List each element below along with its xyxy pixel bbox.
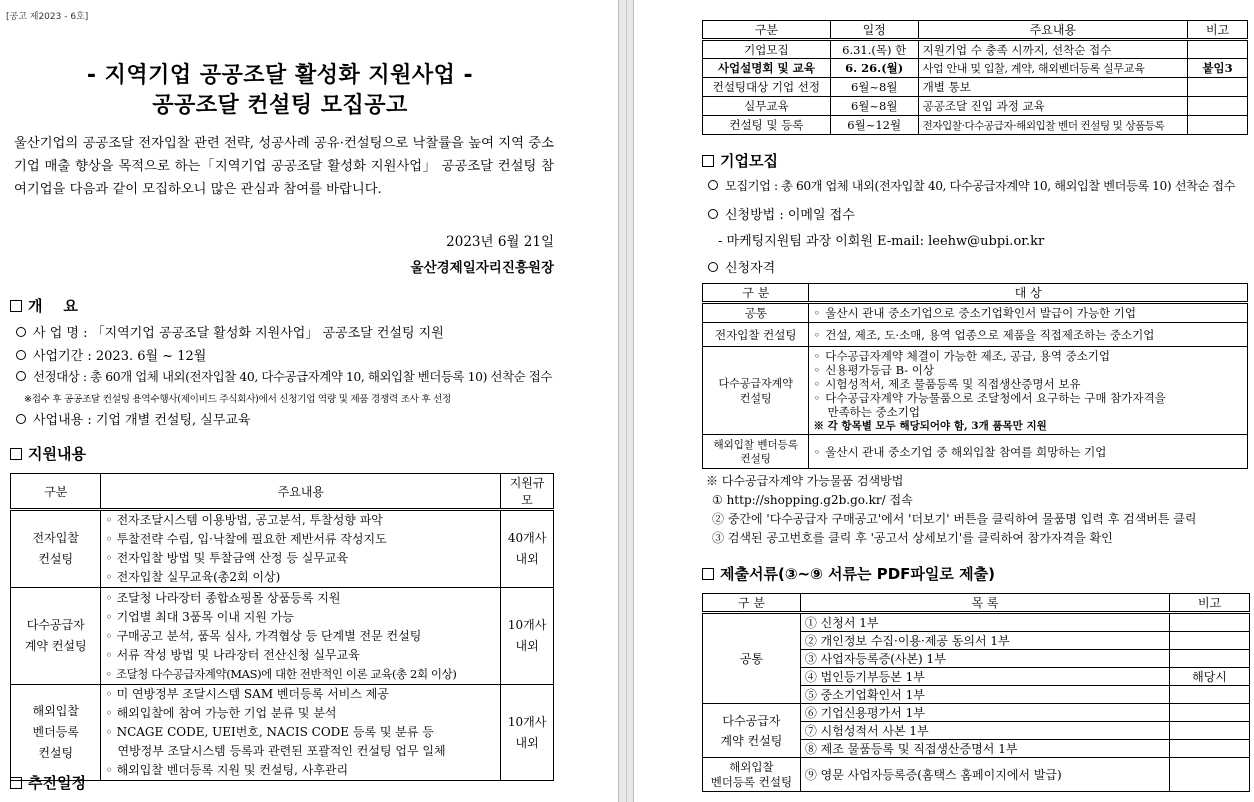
list-item: ◦ 전자입찰 실무교육(총2회 이상) [105, 570, 281, 584]
support-category: 다수공급자 계약 컨설팅 [11, 588, 101, 685]
page-gutter [618, 0, 634, 802]
eligibility-table [702, 283, 1248, 469]
square-bullet-icon [702, 155, 714, 167]
table-row [11, 685, 554, 781]
docs-note [1170, 613, 1250, 632]
schedule-date: 6월~12월 [830, 116, 918, 135]
list-item: ◦ 구매공고 분석, 품목 심사, 가격협상 등 단계별 전문 컨설팅 [105, 628, 422, 643]
list-item: 만족하는 중소기업 [827, 404, 920, 419]
table-row [703, 347, 1248, 435]
docs-item: ⑧ 제조 물품등록 및 직접생산증명서 1부 [800, 740, 1169, 758]
section-support-heading: 지원내용 [10, 443, 86, 464]
schedule-note [1188, 97, 1248, 116]
docs-item: ③ 사업자등록증(사본) 1부 [800, 650, 1169, 668]
list-item: ◦ 서류 작성 방법 및 나라장터 전산신청 실무교육 [105, 647, 360, 662]
recruit-contact: - 마케팅지원팀 과장 이회원 E-mail: leehw@ubpi.or.kr [718, 234, 1045, 249]
schedule-step: 컨설팅 및 등록 [703, 116, 831, 135]
table-header-row [11, 474, 554, 510]
docs-note [1170, 686, 1250, 704]
table-header-cell: 비고 [1170, 594, 1250, 613]
eligibility-target: ◦ 울산시 관내 중소기업으로 중소기업확인서 발급이 가능한 기업 [809, 303, 1248, 323]
list-item: ◦ 전자조달시스템 이용방법, 공고분석, 투찰성향 파악 [105, 513, 383, 527]
search-method-note [706, 472, 1196, 548]
schedule-note [1188, 40, 1248, 59]
title-line-2: 공공조달 컨설팅 모집공고 [152, 93, 408, 118]
docs-item: ② 개인정보 수집·이용·제공 동의서 1부 [800, 632, 1169, 650]
table-row [703, 78, 1248, 97]
circle-bullet-icon [16, 350, 26, 360]
support-items [101, 685, 501, 781]
table-header-cell: 비고 [1188, 21, 1248, 40]
note-title: ※ 다수공급자계약 가능물품 검색방법 [706, 474, 904, 488]
schedule-detail: 전자입찰·다수공급자·해외입찰 벤더 컨설팅 및 상품등록 [918, 116, 1187, 135]
recruit-item-companies: 모집기업 : 총 60개 업체 내외(전자입찰 40, 다수공급자계약 10, 해외입찰 벤더등록 10) 선착순 접수 [708, 177, 1235, 194]
table-row [703, 40, 1248, 59]
schedule-detail: 사업 안내 및 입찰, 계약, 해외벤더등록 실무교육 [918, 59, 1187, 78]
schedule-note [1188, 116, 1248, 135]
overview-item-target: 선정대상 : 총 60개 업체 내외(전자입찰 40, 다수공급자계약 10, 해외입찰 벤더등록 10) 선착순 접수 [16, 367, 552, 385]
recruit-item-eligibility: 신청자격 [708, 257, 775, 276]
overview-item-period: 사업기간 : 2023. 6월 ~ 12월 [16, 345, 206, 364]
document-number: [공고 제2023 - 6호] [6, 12, 89, 22]
list-item: ◦ 신용평가등급 B- 이상 [813, 362, 934, 377]
table-header-row [703, 21, 1248, 40]
table-row [703, 435, 1248, 469]
table-header-cell: 지원규모 [501, 474, 554, 510]
docs-category: 공통 [703, 613, 801, 704]
table-header-cell: 주요내용 [101, 474, 501, 510]
section-docs-heading: 제출서류(③~⑨ 서류는 PDF파일로 제출) [702, 563, 995, 584]
docs-item: ① 신청서 1부 [800, 613, 1169, 632]
table-header-cell: 목 록 [800, 594, 1169, 613]
table-row [703, 59, 1248, 78]
circle-bullet-icon [16, 327, 26, 337]
table-header-cell: 구 분 [703, 594, 801, 613]
document-page-right [634, 0, 1254, 802]
gutter-divider [626, 0, 627, 802]
support-items [101, 510, 501, 588]
table-header-row [703, 594, 1250, 613]
docs-item: ⑥ 기업신용평가서 1부 [800, 704, 1169, 722]
docs-item: ⑤ 중소기업확인서 1부 [800, 686, 1169, 704]
schedule-date: 6.31.(목) 한 [830, 40, 918, 59]
table-header-cell: 주요내용 [918, 21, 1187, 40]
docs-note: 해당시 [1170, 668, 1250, 686]
document-page-left [0, 0, 618, 802]
table-header-cell: 구분 [11, 474, 101, 510]
schedule-detail: 공공조달 진입 과정 교육 [918, 97, 1187, 116]
list-item: ◦ 미 연방정부 조달시스템 SAM 벤더등록 서비스 제공 [105, 687, 389, 701]
eligibility-category: 공통 [703, 303, 809, 323]
title-line-1: - 지역기업 공공조달 활성화 지원사업 - [86, 63, 474, 88]
support-scale: 40개사 내외 [501, 510, 554, 588]
table-row [703, 323, 1248, 347]
list-item: ◦ 전자입찰 방법 및 투찰금액 산정 등 실무교육 [105, 551, 349, 565]
eligibility-category: 전자입찰 컨설팅 [703, 323, 809, 347]
schedule-step: 사업설명회 및 교육 [703, 59, 831, 78]
table-row [11, 510, 554, 588]
table-header-cell: 대 상 [809, 284, 1248, 303]
circle-bullet-icon [708, 209, 718, 219]
schedule-detail: 개별 통보 [918, 78, 1187, 97]
announcement-date: 2023년 6월 21일 [446, 234, 554, 250]
list-item: ◦ 해외입찰 벤더등록 지원 및 컨설팅, 사후관리 [105, 763, 349, 777]
overview-item-content: 사업내용 : 기업 개별 컨설팅, 실무교육 [16, 409, 251, 428]
docs-item: ⑨ 영문 사업자등록증(홈택스 홈페이지에서 발급) [800, 758, 1169, 792]
eligibility-category: 다수공급자계약 컨설팅 [703, 347, 809, 435]
table-row [703, 704, 1250, 722]
intro-paragraph: 울산기업의 공공조달 전자입찰 관련 전략, 성공사례 공유·컨설팅으로 낙찰률을 높여 지역 중소기업 매출 향상을 목적으로 하는「지역기업 공공조달 활성화 지원사업」 공공조달 컨설팅 참여기업을 다음과 같이 모집하오니 많은 관심과 참여를 바랍니다. [14, 136, 554, 197]
schedule-detail: 지원기업 수 충족 시까지, 선착순 접수 [918, 40, 1187, 59]
schedule-step: 컨설팅대상 기업 선정 [703, 78, 831, 97]
schedule-step: 실무교육 [703, 97, 831, 116]
schedule-table [702, 20, 1248, 135]
docs-category: 다수공급자 계약 컨설팅 [703, 704, 801, 758]
list-item: 연방정부 조달시스템 등록과 관련된 포괄적인 컨설팅 업무 일체 [117, 744, 446, 758]
table-header-cell: 구분 [703, 21, 831, 40]
table-header-cell: 구 분 [703, 284, 809, 303]
support-scale: 10개사 내외 [501, 588, 554, 685]
list-item: ◦ 다수공급자계약 가능물품으로 조달청에서 요구하는 구매 참가자격을 [813, 390, 1166, 405]
docs-note [1170, 632, 1250, 650]
schedule-date: 6. 26.(월) [830, 59, 918, 78]
table-row [703, 97, 1248, 116]
list-item: ◦ 시험성적서, 제조 물품등록 및 직접생산증명서 보유 [813, 376, 1081, 391]
section-overview-heading: 개 요 [10, 295, 78, 316]
schedule-date: 6월~8월 [830, 78, 918, 97]
schedule-date: 6월~8월 [830, 97, 918, 116]
schedule-step: 기업모집 [703, 40, 831, 59]
docs-note [1170, 722, 1250, 740]
section-schedule-heading: 추진일정 [10, 772, 86, 793]
docs-note [1170, 650, 1250, 668]
schedule-note: 붙임3 [1188, 59, 1248, 78]
eligibility-target: ◦ 건설, 제조, 도·소매, 용역 업종으로 제품을 직접제조하는 중소기업 [809, 323, 1248, 347]
table-header-cell: 일정 [830, 21, 918, 40]
overview-item-project-name: 사 업 명 : 「지역기업 공공조달 활성화 지원사업」 공공조달 컨설팅 지원 [16, 322, 444, 341]
docs-note [1170, 740, 1250, 758]
circle-bullet-icon [16, 414, 26, 424]
table-row [703, 116, 1248, 135]
circle-bullet-icon [16, 371, 26, 381]
note-step: ③ 검색된 공고번호를 클릭 후 '공고서 상세보기'를 클릭하여 참가자격을 확인 [712, 531, 1113, 545]
docs-note [1170, 758, 1250, 792]
square-bullet-icon [702, 568, 714, 580]
list-item: ◦ 해외입찰에 참여 가능한 기업 분류 및 분석 [105, 706, 337, 720]
docs-item: ④ 법인등기부등본 1부 [800, 668, 1169, 686]
schedule-note [1188, 78, 1248, 97]
support-category: 전자입찰 컨설팅 [11, 510, 101, 588]
list-item: ◦ 기업별 최대 3품목 이내 지원 가능 [105, 609, 294, 624]
table-header-row [703, 284, 1248, 303]
note-step: ① http://shopping.g2b.go.kr/ 접속 [712, 493, 913, 507]
overview-selection-note: ※접수 후 공공조달 컨설팅 용역수행사(제이비드 주식회사)에서 신청기업 역량 및 제품 경쟁력 조사 후 선정 [24, 394, 452, 405]
documents-table [702, 593, 1250, 792]
section-recruit-heading: 기업모집 [702, 150, 778, 171]
square-bullet-icon [10, 300, 22, 312]
table-row [11, 588, 554, 685]
eligibility-target [809, 347, 1248, 435]
support-table [10, 473, 554, 781]
table-row [703, 613, 1250, 632]
list-item: ◦ 조달청 다수공급자계약(MAS)에 대한 전반적인 이론 교육(총 2회 이상) [105, 666, 457, 681]
list-item: ◦ 다수공급자계약 체결이 가능한 제조, 공급, 용역 중소기업 [813, 348, 1111, 363]
support-category: 해외입찰 벤더등록 컨설팅 [11, 685, 101, 781]
eligibility-target: ◦ 울산시 관내 중소기업 중 해외입찰 참여를 희망하는 기업 [809, 435, 1248, 469]
issuing-organization: 울산경제일자리진흥원장 [410, 260, 554, 276]
docs-category: 해외입찰 벤더등록 컨설팅 [703, 758, 801, 792]
recruit-item-method: 신청방법 : 이메일 접수 [708, 204, 855, 223]
note-step: ② 중간에 '다수공급자 구매공고'에서 '더보기' 버튼을 클릭하여 물품명 입력 후 검색버튼 클릭 [712, 512, 1197, 526]
table-row [703, 758, 1250, 792]
support-items [101, 588, 501, 685]
docs-note [1170, 704, 1250, 722]
square-bullet-icon [10, 448, 22, 460]
list-item: ◦ 조달청 나라장터 종합쇼핑몰 상품등록 지원 [105, 590, 341, 605]
support-scale: 10개사 내외 [501, 685, 554, 781]
square-bullet-icon [10, 777, 22, 789]
circle-bullet-icon [708, 180, 718, 190]
table-row [703, 303, 1248, 323]
circle-bullet-icon [708, 262, 718, 272]
list-item: ◦ 투찰전략 수립, 입·낙찰에 필요한 제반서류 작성지도 [105, 532, 387, 546]
docs-item: ⑦ 시험성적서 사본 1부 [800, 722, 1169, 740]
eligibility-category: 해외입찰 벤더등록 컨설팅 [703, 435, 809, 469]
list-item: ◦ NCAGE CODE, UEI번호, NACIS CODE 등록 및 분류 등 [105, 725, 434, 739]
eligibility-note: ※ 각 항목별 모두 해당되어야 함, 3개 품목만 지원 [813, 419, 1047, 432]
